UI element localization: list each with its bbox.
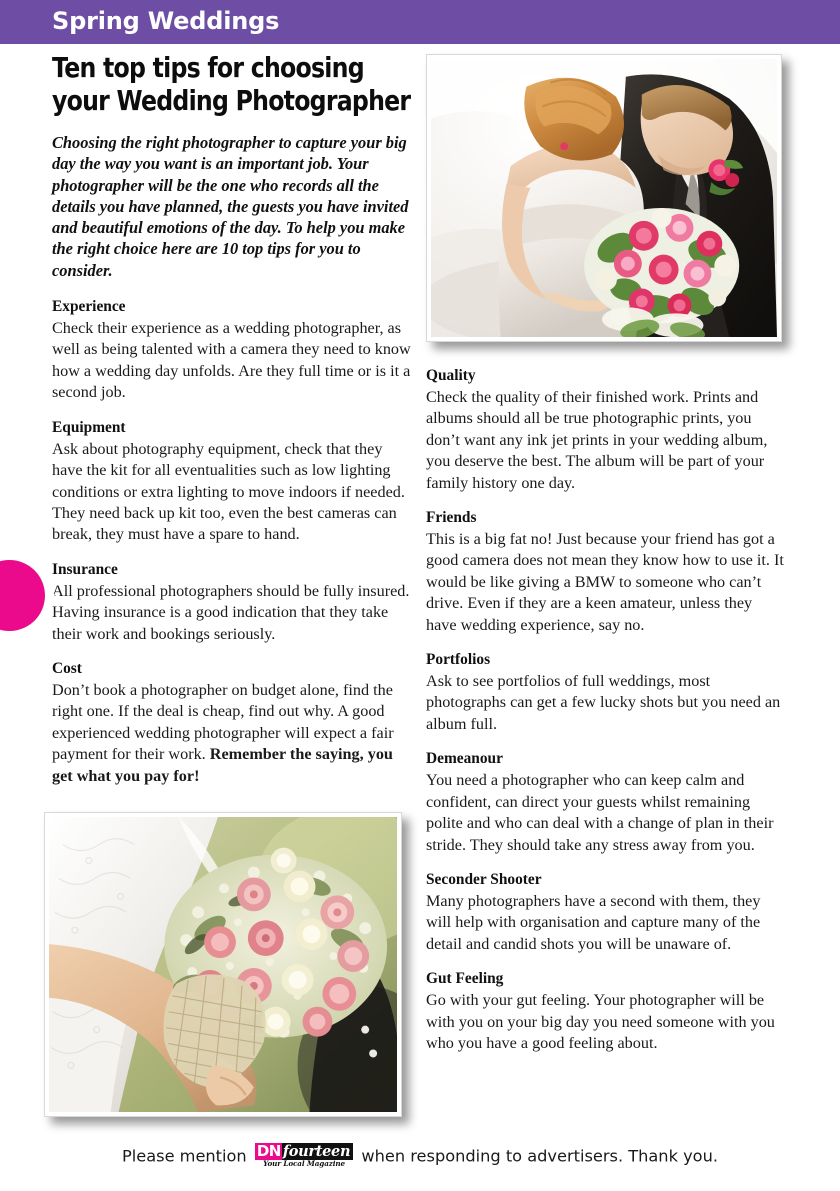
section-body-emphasis: Remember the saying, you get what you pay for! — [52, 745, 393, 785]
section-body: Go with your gut feeling. Your photographer will be with you on your big day you need someone with you who you have a good feeling about. — [426, 991, 775, 1052]
section-heading: Demeanour — [426, 750, 503, 768]
section-body: Ask about photography equipment, check that they have the kit for all eventualities such as low lighting conditions or extra lighting to move indoors if needed. They need back up kit too, even the best cameras can break, they must have a spare to hand. — [52, 439, 405, 544]
section-body: All professional photographers should be fully insured. Having insurance is a good indication that they take their work and bookings seriously. — [52, 581, 410, 643]
photo-bouquet — [44, 812, 402, 1117]
page-number: 6 — [45, 583, 55, 605]
footer-text-after: when responding to advertisers. Thank you. — [361, 1146, 718, 1166]
section-body: This is a big fat no! Just because your friend has got a good camera does not mean they know how to use it. It would be like giving a BMW to someone who can’t drive. Even if they are a keen amateur, unless they have wedding experience, say no. — [426, 530, 784, 634]
headline-line-1: Ten top tips for choosing — [52, 52, 364, 84]
section-cost — [52, 659, 414, 787]
section-portfolios — [426, 650, 784, 735]
section-body: Many photographers have a second with them, they will help with organisation and capture many of the detail and candid shots you will be unaware of. — [426, 891, 761, 953]
section-friends — [426, 508, 784, 636]
footer — [0, 1143, 840, 1169]
section-body-text: Don’t book a photographer on budget alone, find the right one. If the deal is cheap, find out why. A good experienced wedding photographer will expect a fair payment for their work. — [52, 680, 394, 764]
article-standfirst: Choosing the right photographer to capture your big day the way you want is an important job. Your photographer will be the one who records all the details you have planned, the guests you have invited and beautiful emotions of the day. To help you make the right choice here are 10 top tips for you to consider. — [52, 133, 409, 280]
photo-couple — [426, 54, 782, 342]
section-heading: Quality — [426, 367, 476, 384]
section-heading: Gut Feeling — [426, 970, 504, 988]
article-headline — [52, 52, 413, 118]
section-insurance — [52, 560, 414, 645]
right-column — [426, 366, 784, 1068]
logo-dn: DN — [256, 1142, 281, 1160]
logo-tagline: Your Local Magazine — [263, 1159, 345, 1168]
section-heading: Friends — [426, 509, 477, 527]
section-heading: Cost — [52, 659, 82, 677]
footer-text-before: Please mention — [122, 1146, 247, 1166]
section-heading: Insurance — [52, 560, 118, 578]
section-heading: Equipment — [52, 418, 126, 436]
section-heading: Experience — [52, 298, 126, 316]
section-experience — [52, 297, 414, 404]
section-demeanour — [426, 749, 784, 856]
headline-line-2: your Wedding Photographer — [52, 85, 411, 117]
logo-wordmark — [255, 1142, 353, 1159]
page-title: Spring Weddings — [52, 7, 280, 35]
section-quality — [426, 366, 784, 494]
section-body: Check their experience as a wedding photographer, as well as being talented with a camera they need to know how a wedding day unfolds. Are they full time or is it a second job. — [52, 319, 411, 402]
photo-bouquet-image — [49, 817, 397, 1112]
logo-fourteen: fourteen — [282, 1143, 353, 1160]
section-heading: Seconder Shooter — [426, 870, 542, 888]
section-equipment — [52, 418, 414, 546]
section-heading: Portfolios — [426, 651, 491, 669]
photo-couple-image — [431, 59, 777, 337]
section-body: You need a photographer who can keep calm and confident, can direct your guests whilst remaining polite and who can deal with a change of plan in their stride. They should take any stress away from you. — [426, 771, 774, 854]
left-column — [52, 52, 414, 801]
section-body: Ask to see portfolios of full weddings, most photographs can get a few lucky shots but you need an album full. — [426, 672, 781, 733]
section-gut-feeling — [426, 969, 784, 1054]
section-body: Check the quality of their finished work. Prints and albums should all be true photographic prints, you don’t want any ink jet prints in your wedding album, you deserve the best. The album will be part of your family history one day. — [426, 388, 768, 492]
dnfourteen-logo — [255, 1142, 353, 1168]
section-body — [52, 680, 414, 787]
section-seconder-shooter — [426, 870, 784, 955]
